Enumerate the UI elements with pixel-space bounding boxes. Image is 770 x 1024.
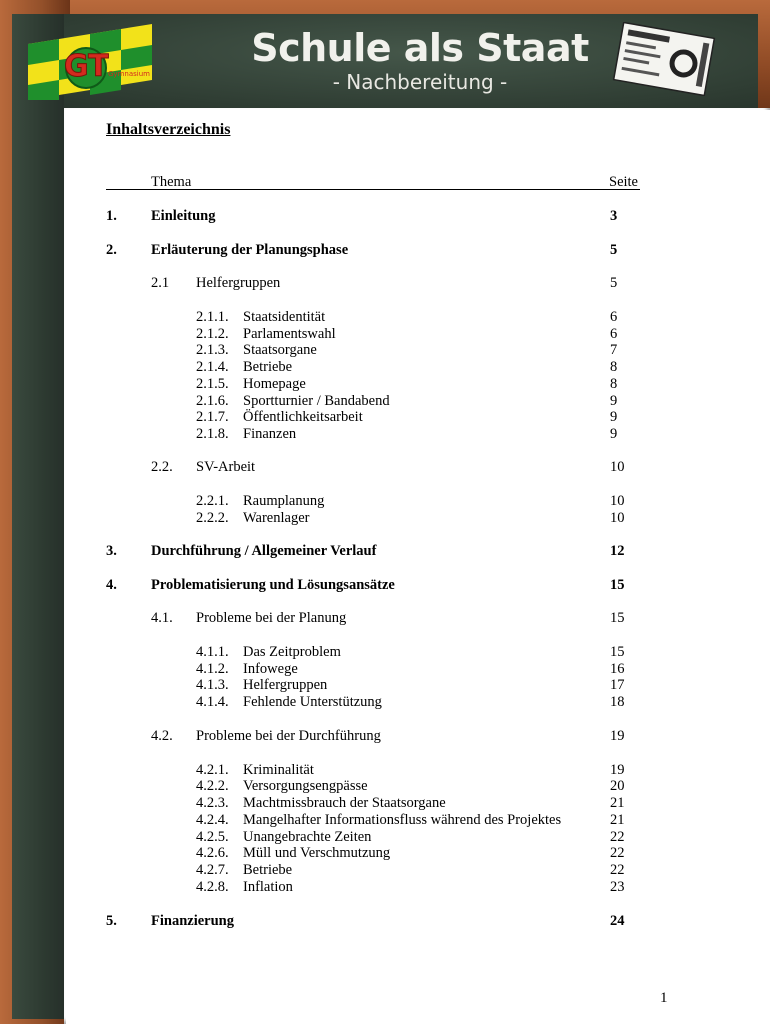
- toc-number: 5.: [106, 913, 117, 929]
- column-header-thema: Thema: [151, 174, 192, 190]
- toc-number: 2.2.: [151, 459, 173, 475]
- toc-number: 4.2.8.: [196, 879, 229, 895]
- toc-number: 4.2.1.: [196, 762, 229, 778]
- toc-title: Inflation: [243, 879, 293, 895]
- toc-page: 15: [610, 610, 625, 626]
- toc-title: Betriebe: [243, 862, 293, 878]
- toc-title: Infowege: [243, 661, 298, 677]
- toc-number: 2.1.4.: [196, 359, 229, 375]
- toc-entry: [0, 794, 770, 812]
- toc-entry: [0, 693, 770, 711]
- toc-entry: [0, 492, 770, 510]
- toc-page: 20: [610, 778, 625, 794]
- toc-title: Einleitung: [151, 208, 216, 224]
- toc-page: 22: [610, 829, 625, 845]
- toc-page: 9: [610, 426, 618, 442]
- toc-entry: [0, 509, 770, 527]
- toc-number: 4.1.3.: [196, 677, 229, 693]
- toc-number: 4.2.7.: [196, 862, 229, 878]
- toc-entry: [0, 912, 770, 930]
- toc-title: Mangelhafter Informationsfluss während des Projektes: [243, 812, 562, 828]
- toc-entry: [0, 542, 770, 560]
- toc-entry: [0, 358, 770, 376]
- toc-page: 24: [610, 913, 625, 929]
- toc-title: Warenlager: [243, 510, 310, 526]
- toc-entry: [0, 241, 770, 259]
- toc-number: 4.1.4.: [196, 694, 229, 710]
- toc-title: Parlamentswahl: [243, 326, 336, 342]
- toc-number: 2.1.6.: [196, 393, 229, 409]
- toc-title: Müll und Verschmutzung: [243, 845, 391, 861]
- toc-title: Erläuterung der Planungsphase: [151, 242, 349, 258]
- page-number: 1: [660, 990, 668, 1006]
- toc-page: 6: [610, 309, 618, 325]
- toc-title: Durchführung / Allgemeiner Verlauf: [151, 543, 377, 559]
- toc-title: Problematisierung und Lösungsansätze: [151, 577, 395, 593]
- svg-text:GT: GT: [64, 49, 109, 84]
- toc-title: Staatsorgane: [243, 342, 317, 358]
- toc-title: Finanzen: [243, 426, 297, 442]
- toc-title: SV-Arbeit: [196, 459, 256, 475]
- toc-title: Staatsidentität: [243, 309, 326, 325]
- toc-number: 4.2.5.: [196, 829, 229, 845]
- toc-entry: [0, 576, 770, 594]
- toc-entry: [0, 308, 770, 326]
- toc-entry: [0, 408, 770, 426]
- document-heading: Inhaltsverzeichnis: [106, 121, 231, 138]
- toc-title: Helfergruppen: [243, 677, 328, 693]
- toc-page: 10: [610, 510, 625, 526]
- toc-number: 2.1.3.: [196, 342, 229, 358]
- toc-number: 2.: [106, 242, 117, 258]
- toc-entry: [0, 878, 770, 896]
- toc-entry: [0, 341, 770, 359]
- toc-entry: [0, 375, 770, 393]
- toc-number: 4.2.2.: [196, 778, 229, 794]
- toc-title: Helfergruppen: [196, 275, 281, 291]
- toc-title: Raumplanung: [243, 493, 325, 509]
- toc-page: 3: [610, 208, 618, 224]
- toc-entry: [0, 609, 770, 627]
- toc-page: 10: [610, 493, 625, 509]
- toc-title: Unangebrachte Zeiten: [243, 829, 372, 845]
- toc-page: 9: [610, 393, 618, 409]
- toc-page: 15: [610, 577, 625, 593]
- toc-number: 4.1.1.: [196, 644, 229, 660]
- toc-page: 15: [610, 644, 625, 660]
- toc-title: Fehlende Unterstützung: [243, 694, 382, 710]
- toc-entry: [0, 425, 770, 443]
- toc-number: 2.1.1.: [196, 309, 229, 325]
- toc-entry: [0, 458, 770, 476]
- svg-text:Gymnasium: Gymnasium: [108, 70, 150, 78]
- toc-number: 2.1.8.: [196, 426, 229, 442]
- toc-page: 6: [610, 326, 618, 342]
- toc-title: Probleme bei der Planung: [196, 610, 347, 626]
- toc-title: Finanzierung: [151, 913, 234, 929]
- toc-page: 21: [610, 795, 625, 811]
- toc-page: 19: [610, 728, 625, 744]
- toc-title: Probleme bei der Durchführung: [196, 728, 381, 744]
- toc-page: 21: [610, 812, 625, 828]
- toc-number: 2.1.2.: [196, 326, 229, 342]
- ticket-stamp-image: [612, 22, 716, 96]
- toc-entry: [0, 643, 770, 661]
- toc-page: 8: [610, 359, 618, 375]
- toc-title: Betriebe: [243, 359, 293, 375]
- toc-page: 5: [610, 242, 618, 258]
- banner-subtitle: - Nachbereitung -: [332, 70, 508, 94]
- toc-number: 4.2.: [151, 728, 173, 744]
- toc-title: Kriminalität: [243, 762, 314, 778]
- toc-page: 23: [610, 879, 625, 895]
- toc-page: 16: [610, 661, 625, 677]
- toc-number: 2.2.1.: [196, 493, 229, 509]
- toc-page: 18: [610, 694, 625, 710]
- toc-title: Homepage: [243, 376, 306, 392]
- toc-number: 2.1.5.: [196, 376, 229, 392]
- toc-page: 7: [610, 342, 618, 358]
- toc-number: 4.1.: [151, 610, 173, 626]
- toc-number: 1.: [106, 208, 117, 224]
- toc-page: 19: [610, 762, 625, 778]
- toc-entry: [0, 676, 770, 694]
- toc-number: 2.1.7.: [196, 409, 229, 425]
- toc-title: Machtmissbrauch der Staatsorgane: [243, 795, 446, 811]
- toc-title: Das Zeitproblem: [243, 644, 341, 660]
- toc-entry: [0, 811, 770, 829]
- toc-entry: [0, 844, 770, 862]
- toc-number: 2.1: [151, 275, 170, 291]
- toc-page: 5: [610, 275, 618, 291]
- toc-number: 3.: [106, 543, 117, 559]
- toc-entry: [0, 727, 770, 745]
- toc-entry: [0, 207, 770, 225]
- toc-number: 4.1.2.: [196, 661, 229, 677]
- toc-page: 12: [610, 543, 625, 559]
- toc-number: 4.2.6.: [196, 845, 229, 861]
- toc-number: 4.2.4.: [196, 812, 229, 828]
- toc-page: 22: [610, 845, 625, 861]
- toc-entry: [0, 777, 770, 795]
- school-logo: [28, 24, 152, 100]
- column-header-seite: Seite: [609, 174, 638, 190]
- toc-title: Versorgungsengpässe: [243, 778, 368, 794]
- toc-page: 8: [610, 376, 618, 392]
- toc-number: 4.2.3.: [196, 795, 229, 811]
- toc-title: Öffentlichkeitsarbeit: [243, 409, 363, 425]
- toc-page: 10: [610, 459, 625, 475]
- toc-number: 2.2.2.: [196, 510, 229, 526]
- toc-title: Sportturnier / Bandabend: [243, 393, 390, 409]
- banner-title: Schule als Staat: [251, 26, 589, 70]
- toc-number: 4.: [106, 577, 117, 593]
- header-rule: [106, 189, 640, 190]
- toc-entry: [0, 861, 770, 879]
- toc-entry: [0, 274, 770, 292]
- toc-page: 22: [610, 862, 625, 878]
- toc-page: 9: [610, 409, 618, 425]
- toc-page: 17: [610, 677, 625, 693]
